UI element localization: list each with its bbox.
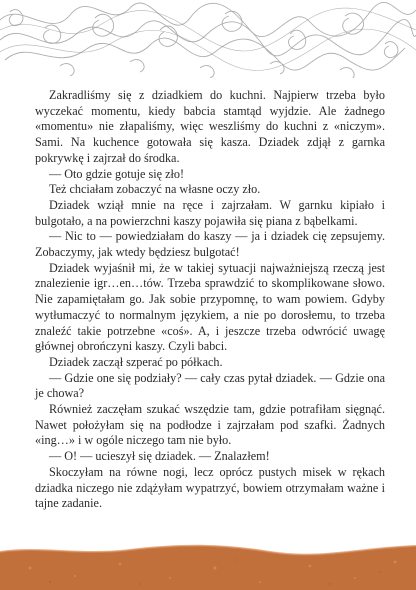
- paragraph: — Gdzie one się podziały? — cały czas pytał dziadek. — Gdzie ona je chowa?: [35, 370, 385, 401]
- paragraph: Też chciałam zobaczyć na własne oczy zło.: [49, 182, 261, 197]
- decorative-scribble-header: [0, 0, 416, 78]
- paragraph: — Oto gdzie gotuje się zło!: [49, 166, 185, 181]
- paragraph: — O! — ucieszył się dziadek. — Znalazłem!: [49, 449, 270, 464]
- story-text: [35, 88, 385, 512]
- paragraph: Dziadek wyjaśnił mi, że w takiej sytuacji najważniejszą rzeczą jest znalezienie igr…en…tów. Trzeba sprawdzić to skomplikowane słowo. Nie zapamiętałam go. Jak sobie przypomnę, to wam powiem. Gdyby wytłumaczyć to normalnym językiem, a nie po dorosłemu, to trzeba znaleźć takie potrzebne «coś». A, i jeszcze trzeba odwrócić uwagę głównej obrończyni kaszy. Czyli babci.: [35, 260, 385, 354]
- paragraph: Skoczyłam na równe nogi, lecz oprócz pustych misek w rękach dziadka niczego nie zdążyłam wypatrzyć, bowiem otrzymałam ważne i tajne zadanie.: [35, 464, 385, 511]
- paragraph: Zakradliśmy się z dziadkiem do kuchni. Najpierw trzeba było wyczekać momentu, kiedy babcia stamtąd wyjdzie. Ale żadnego «momentu» nie złapaliśmy, więc weszliśmy do kuchni z «niczym». Sami. Na kuchence gotowała się kasza. Dziadek zdjął z garnka pokrywkę i zajrzał do środka.: [35, 88, 385, 165]
- paragraph: Dziadek wziął mnie na ręce i zajrzałam. W garnku kipiało i bulgotało, a na powierzchni kaszy pojawiła się piana z bąbelkami.: [35, 197, 385, 228]
- paragraph: Dziadek zaczął szperać po półkach.: [49, 354, 223, 369]
- paragraph: — Nic to — powiedziałam do kaszy — ja i dziadek cię zepsujemy. Zobaczymy, jak wtedy będziesz bulgotać!: [35, 229, 385, 260]
- paragraph: Również zaczęłam szukać wszędzie tam, gdzie potrafiłam sięgnąć. Nawet położyłam się na podłodze i zajrzałam pod szafki. Żadnych «ing…» i w ogóle niczego tam nie było.: [35, 402, 385, 448]
- decorative-orange-band: [0, 538, 416, 590]
